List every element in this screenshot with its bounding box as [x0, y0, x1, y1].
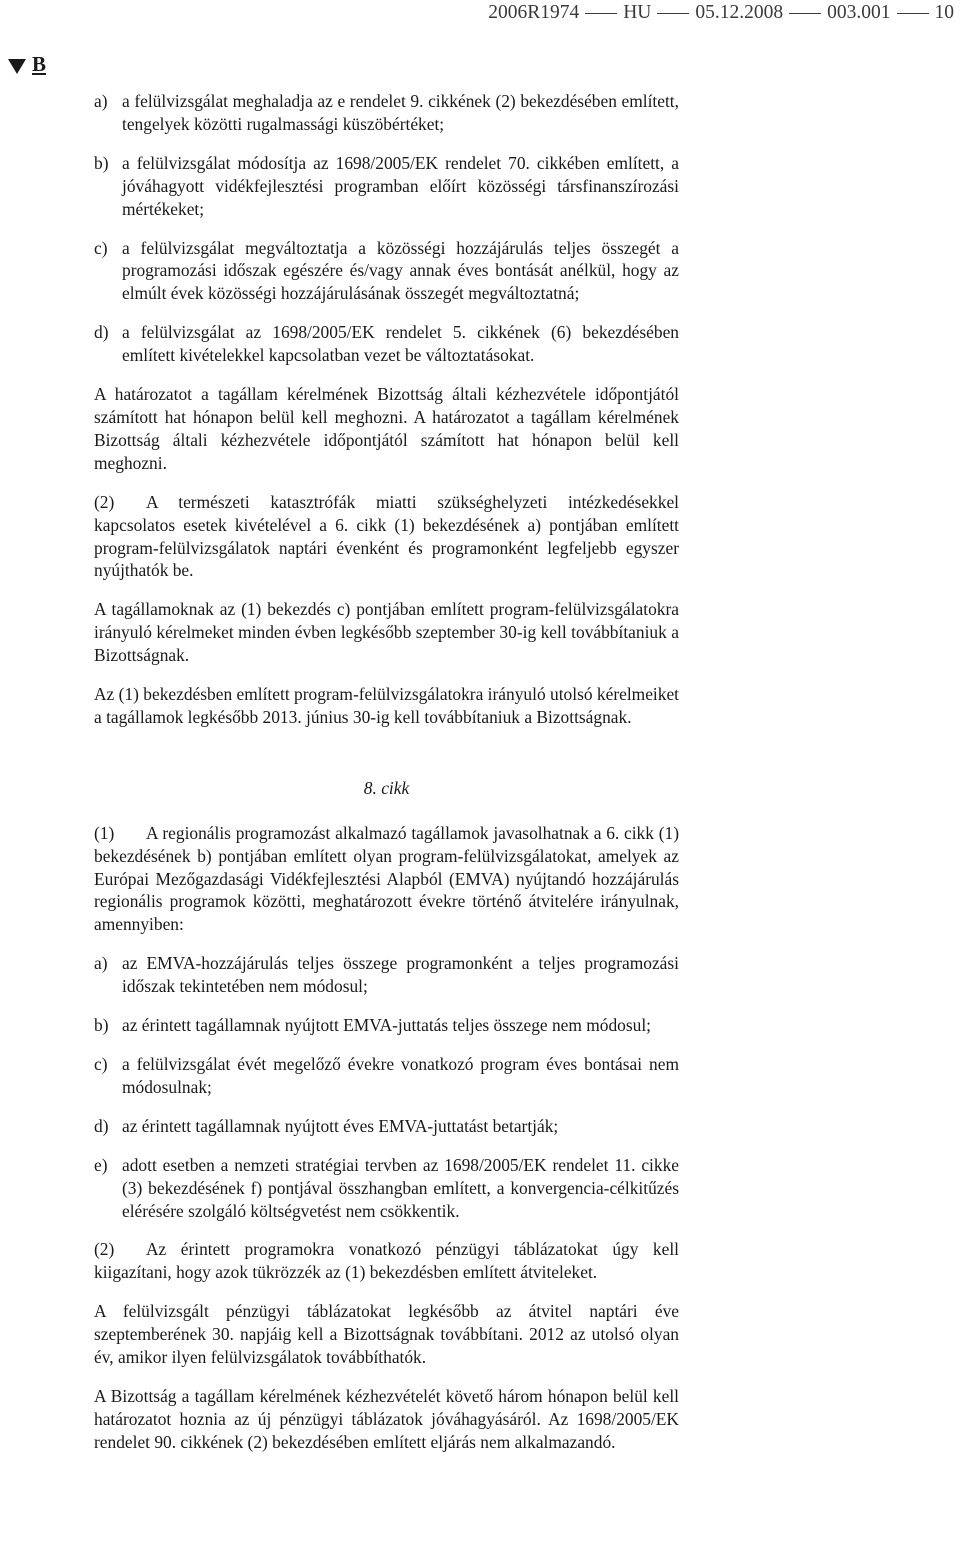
paragraph: Az (1) bekezdésben említett program-felülvizsgálatokra irányuló utolsó kérelmeiket a tagállamok legkésőbb 2013. június 30-ig kell továbbítaniuk a Bizottságnak.: [94, 684, 679, 727]
paragraph: A Bizottság a tagállam kérelmének kézhezvételét követő három hónapon belül kell határozatot hoznia az új pénzügyi táblázatok jóváhagyásáról. Az 1698/2005/EK rendelet 90. cikkének (2) bekezdésében említett eljárás nem alkalmazandó.: [94, 1385, 679, 1452]
document-date: 05.12.2008: [695, 2, 784, 23]
numbered-paragraph: [94, 1238, 679, 1284]
page-header: [488, 2, 954, 24]
list-item-label: b): [94, 1015, 109, 1036]
list-item-text: az EMVA-hozzájárulás teljes összege programonként a teljes programozási időszak tekintetében nem módosul;: [122, 953, 679, 997]
header-separator: [789, 13, 821, 14]
list-item-label: c): [94, 237, 108, 258]
list-item: [94, 1053, 679, 1099]
list-item-text: a felülvizsgálat meghaladja az e rendelet 9. cikkének (2) bekezdésében említett, tengelyek közötti rugalmassági küszöbértéket;: [122, 91, 679, 134]
paragraph: A tagállamoknak az (1) bekezdés c) pontjában említett program-felülvizsgálatokra irányuló kérelmeket minden évben legkésőbb szeptember 30-ig kell továbbítaniuk a Bizottságnak.: [94, 599, 679, 666]
list-item: [94, 152, 679, 221]
list-item-label: e): [94, 1154, 108, 1175]
list-item: [94, 1115, 679, 1138]
amendment-marker: [8, 52, 46, 77]
list-item-label: a): [94, 953, 108, 974]
list-item-text: a felülvizsgálat évét megelőző évekre vonatkozó program éves bontásai nem módosulnak;: [122, 1054, 679, 1097]
paragraph: A felülvizsgált pénzügyi táblázatokat legkésőbb az átvitel naptári éve szeptemberének 30. napjáig kell a Bizottságnak továbbítani. 2012 az utolsó olyan év, amikor ilyen felülvizsgálatok továbbíthatók.: [94, 1301, 679, 1368]
paragraph-number: (1): [94, 822, 115, 843]
list-item: [94, 952, 679, 998]
list-item-text: az érintett tagállamnak nyújtott EMVA-juttatás teljes összege nem módosul;: [122, 1015, 652, 1036]
numbered-paragraph: [94, 491, 679, 583]
page-number: 10: [934, 2, 954, 23]
amendment-code: B: [32, 52, 47, 76]
list-item-text: a felülvizsgálat megváltoztatja a közösségi hozzájárulás teljes összegét a programozási időszak egészére és/vagy annak éves bontását anélkül, hogy az elmúlt évek közösségi hozzájárulásának összegét megváltoztatná;: [122, 237, 679, 304]
list-item-label: b): [94, 152, 109, 173]
list-item: [94, 90, 679, 136]
paragraph-text: A természeti katasztrófák miatti szükséghelyzeti intézkedésekkel kapcsolatos esetek kivételével a 6. cikk (1) bekezdésének a) pontjában említett program-felülvizsgálatok naptári évenként és programonként legfeljebb egyszer nyújthatók be.: [94, 491, 679, 581]
paragraph: A határozatot a tagállam kérelmének Bizottság általi kézhezvétele időpontjától számított hat hónapon belül kell meghozni. A határozatot a tagállam kérelmének Bizottság általi kézhezvétele időpontjától számított hat hónapon belül kell meghozni.: [94, 384, 679, 473]
paragraph-number: (2): [94, 1239, 115, 1260]
header-separator: [897, 13, 929, 14]
header-separator: [585, 13, 617, 14]
numbered-paragraph: [94, 822, 679, 937]
list-item-label: d): [94, 322, 109, 343]
document-body: [94, 90, 679, 1470]
paragraph-number: (2): [94, 491, 115, 512]
list-item-text: a felülvizsgálat az 1698/2005/EK rendelet 5. cikkének (6) bekezdésében említett kivételekkel kapcsolatban vezet be változtatásokat.: [122, 322, 679, 366]
list-item: [94, 237, 679, 306]
list-item-label: d): [94, 1115, 109, 1136]
paragraph-text: A regionális programozást alkalmazó tagállamok javasolhatnak a 6. cikk (1) bekezdésének b) pontjában említett olyan program-felülvizsgálatokat, amelyek az Európai Mezőgazdasági Vidékfejlesztési Alapból (EMVA) nyújtandó hozzájárulás regionális programok közötti, meghatározott évekre történő átvitelére irányulnak, amennyiben:: [94, 822, 679, 935]
language-code: HU: [623, 2, 652, 23]
triangle-down-icon: [8, 59, 26, 74]
paragraph-text: Az érintett programokra vonatkozó pénzügyi táblázatokat úgy kell kiigazítani, hogy azok tükrözzék az (1) bekezdésben említett átviteleket.: [94, 1239, 679, 1283]
list-item-label: a): [94, 91, 108, 111]
list-item-label: c): [94, 1054, 108, 1074]
list-item-text: a felülvizsgálat módosítja az 1698/2005/EK rendelet 70. cikkében említett, a jóváhagyott vidékfejlesztési programban előírt közösségi társfinanszírozási mértékeket;: [122, 152, 679, 219]
list-item: [94, 1154, 679, 1223]
list-item: [94, 321, 679, 367]
list-item: [94, 1014, 679, 1037]
header-separator: [657, 13, 689, 14]
list-item-text: az érintett tagállamnak nyújtott éves EMVA-juttatást betartják;: [122, 1115, 559, 1136]
article-title: 8. cikk: [363, 777, 410, 798]
list-item-text: adott esetben a nemzeti stratégiai tervben az 1698/2005/EK rendelet 11. cikke (3) bekezdésének f) pontjával összhangban említett, a konvergencia-célkitűzés elérésére szolgáló költségvetést nem csökkentik.: [122, 1154, 679, 1221]
document-version: 003.001: [827, 2, 891, 23]
document-id: 2006R1974: [488, 2, 580, 23]
